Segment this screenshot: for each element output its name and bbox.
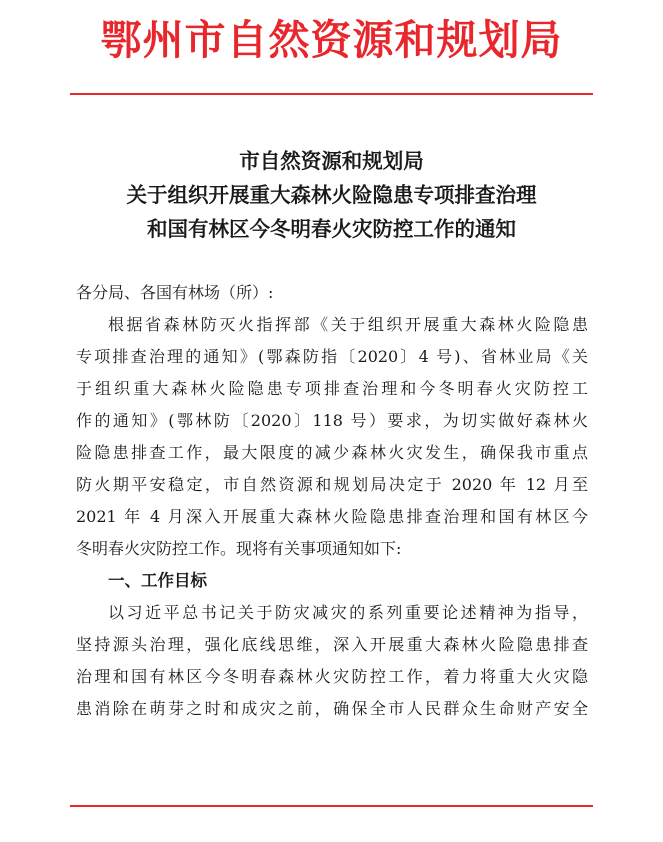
- title-line: 和国有林区今冬明春火灾防控工作的通知: [147, 217, 516, 241]
- text-line: 坚持源头治理，强化底线思维，深入开展重大森林火险隐患排查: [76, 635, 588, 654]
- text-line: 治理和国有林区今冬明春森林火灾防控工作，着力将重大火灾隐: [76, 667, 588, 686]
- salutation: 各分局、各国有林场（所）:: [76, 283, 274, 302]
- text-line: 2021 年 4 月深入开展重大森林火险隐患排查治理和国有林区今: [76, 507, 588, 526]
- text-line: 专项排查治理的通知》(鄂森防指〔2020〕4 号)、省林业局《关: [76, 347, 588, 366]
- title-line: 关于组织开展重大森林火险隐患专项排查治理: [126, 183, 537, 207]
- letterhead-rule-top: [70, 93, 593, 95]
- text-line: 防火期平安稳定，市自然资源和规划局决定于 2020 年 12 月至: [76, 475, 588, 494]
- text-line: 患消除在萌芽之时和成灾之前，确保全市人民群众生命财产安全: [76, 699, 588, 718]
- title-line: 市自然资源和规划局: [239, 149, 424, 173]
- paragraph-work-goals: [76, 597, 588, 725]
- letterhead-masthead: 鄂州市自然资源和规划局: [100, 16, 563, 64]
- text-line: 险隐患排查工作，最大限度的减少森林火灾发生，确保我市重点: [76, 443, 588, 462]
- document-body: [76, 277, 588, 725]
- text-line: 作的通知》(鄂林防〔2020〕118 号）要求，为切实做好森林火: [76, 411, 588, 430]
- footer-rule: [70, 805, 593, 807]
- text-line: 以习近平总书记关于防灾减灾的系列重要论述精神为指导，: [108, 603, 588, 622]
- text-line: 于组织重大森林火险隐患专项排查治理和今冬明春火灾防控工: [76, 379, 588, 398]
- text-line: 冬明春火灾防控工作。现将有关事项通知如下:: [76, 539, 402, 558]
- section-heading-work-goals: 一、工作目标: [108, 571, 207, 590]
- text-line: 根据省森林防灭火指挥部《关于组织开展重大森林火险隐患: [108, 315, 588, 334]
- document-title: [0, 144, 663, 246]
- paragraph-background: [76, 309, 588, 565]
